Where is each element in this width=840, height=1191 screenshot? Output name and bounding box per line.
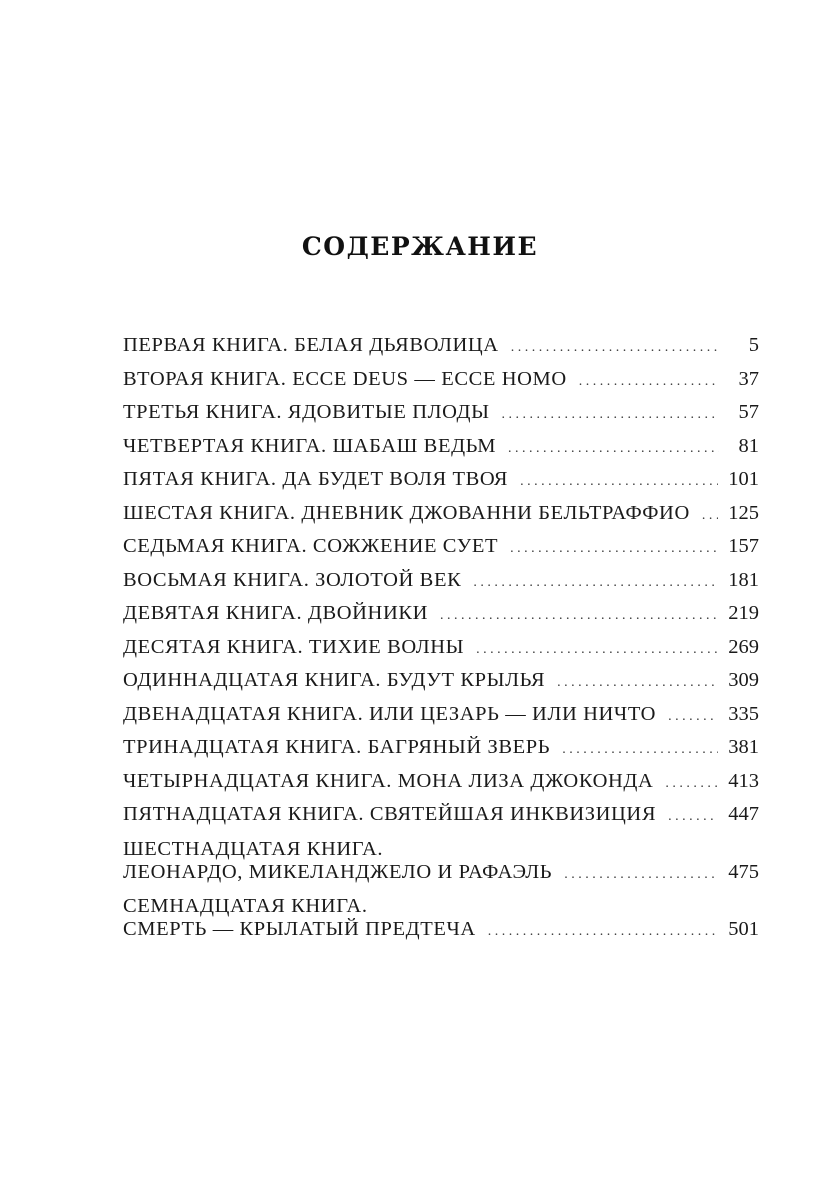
- toc-entry-title: ЧЕТВЕРТАЯ КНИГА. ШАБАШ ВЕДЬМ: [123, 434, 497, 457]
- toc-entry-row: [123, 401, 759, 423]
- toc-entry[interactable]: [123, 468, 759, 490]
- toc-entry-row: [123, 703, 759, 725]
- toc-page-number: 181: [728, 568, 759, 591]
- toc-entry-row: [123, 602, 759, 624]
- toc-entry-title: ЛЕОНАРДО, МИКЕЛАНДЖЕЛО И РАФАЭЛЬ: [123, 860, 553, 883]
- toc-entry-title: ПЯТНАДЦАТАЯ КНИГА. СВЯТЕЙШАЯ ИНКВИЗИЦИЯ: [123, 803, 657, 825]
- toc-entry-title: СМЕРТЬ — КРЫЛАТЫЙ ПРЕДТЕЧА: [123, 918, 476, 940]
- toc-entry-title: ТРИНАДЦАТАЯ КНИГА. БАГРЯНЫЙ ЗВЕРЬ: [123, 736, 551, 758]
- toc-page-number: 219: [728, 602, 759, 624]
- toc-entry-row: [123, 770, 759, 792]
- toc-entry-row: [123, 669, 759, 691]
- toc-entry[interactable]: [123, 368, 759, 390]
- toc-entry[interactable]: [123, 334, 759, 356]
- dot-leader: [562, 739, 718, 761]
- toc-page-number: 309: [728, 669, 759, 691]
- toc-page-number: 335: [728, 702, 759, 725]
- toc-entry-row: [123, 569, 759, 591]
- dot-leader: [665, 773, 718, 795]
- toc-page-number: 157: [728, 535, 759, 557]
- toc-page-number: 475: [728, 860, 759, 883]
- toc-entry[interactable]: [123, 736, 759, 758]
- dot-leader: [510, 538, 718, 560]
- toc-entry[interactable]: [123, 770, 759, 792]
- toc-entry-row: [123, 535, 759, 557]
- toc-entry[interactable]: [123, 703, 759, 725]
- toc-page-number: 5: [748, 334, 759, 356]
- toc-entry-row: [123, 368, 759, 390]
- dot-leader: [668, 806, 718, 828]
- toc-entry-title-line: СЕМНАДЦАТАЯ КНИГА.: [123, 895, 368, 917]
- toc-entry[interactable]: [123, 602, 759, 624]
- dot-leader: [702, 505, 718, 527]
- toc-entry-title-line: ШЕСТНАДЦАТАЯ КНИГА.: [123, 837, 384, 860]
- toc-entry[interactable]: [123, 535, 759, 557]
- toc-entry-row: [123, 918, 759, 940]
- toc-entry-row: [123, 803, 759, 825]
- toc-entry-row: [123, 502, 759, 524]
- toc-entry-title: ЧЕТЫРНАДЦАТАЯ КНИГА. МОНА ЛИЗА ДЖОКОНДА: [123, 769, 654, 792]
- toc-entry-title: ВОСЬМАЯ КНИГА. ЗОЛОТОЙ ВЕК: [123, 568, 462, 591]
- toc-page-number: 269: [728, 635, 759, 658]
- toc-entry-row: [123, 468, 759, 490]
- toc-entry-title: ВТОРАЯ КНИГА. ECCE DEUS — ECCE HOMO: [123, 367, 567, 390]
- toc-entry-title: ДВЕНАДЦАТАЯ КНИГА. ИЛИ ЦЕЗАРЬ — ИЛИ НИЧТО: [123, 702, 657, 725]
- toc-entry-title: ПЯТАЯ КНИГА. ДА БУДЕТ ВОЛЯ ТВОЯ: [123, 468, 509, 490]
- toc-entry[interactable]: [123, 636, 759, 658]
- toc-entry-title: ТРЕТЬЯ КНИГА. ЯДОВИТЫЕ ПЛОДЫ: [123, 401, 490, 423]
- toc-entry-title: ДЕВЯТАЯ КНИГА. ДВОЙНИКИ: [123, 602, 429, 624]
- toc-page-number: 413: [728, 769, 759, 792]
- dot-leader: [502, 404, 719, 426]
- toc-entry-row: [123, 334, 759, 356]
- toc-entry[interactable]: [123, 803, 759, 825]
- toc-entry-row: [123, 736, 759, 758]
- toc-entry-row: [123, 636, 759, 658]
- toc-page-number: 501: [728, 918, 759, 940]
- toc-page-number: 381: [728, 736, 759, 758]
- toc-entry-title: ШЕСТАЯ КНИГА. ДНЕВНИК ДЖОВАННИ БЕЛЬТРАФФИО: [123, 501, 690, 524]
- toc-entry[interactable]: [123, 669, 759, 691]
- dot-leader: [579, 371, 719, 393]
- dot-leader: [476, 639, 718, 661]
- toc-entry[interactable]: [123, 401, 759, 423]
- toc-page-number: 37: [738, 367, 759, 390]
- dot-leader: [440, 605, 718, 627]
- toc-entry-title: ОДИННАДЦАТАЯ КНИГА. БУДУТ КРЫЛЬЯ: [123, 669, 546, 691]
- dot-leader: [668, 706, 718, 728]
- toc-page-number: 57: [738, 401, 759, 423]
- dot-leader: [520, 471, 718, 493]
- toc-entry-row: [123, 435, 759, 457]
- toc-entry-title: СЕДЬМАЯ КНИГА. СОЖЖЕНИЕ СУЕТ: [123, 535, 499, 557]
- dot-leader: [488, 921, 718, 943]
- toc-entry[interactable]: [123, 837, 759, 883]
- toc-page-number: 125: [728, 501, 759, 524]
- toc-page-number: 81: [738, 434, 759, 457]
- dot-leader: [473, 572, 718, 594]
- toc-entry[interactable]: [123, 502, 759, 524]
- toc-entry-title: ДЕСЯТАЯ КНИГА. ТИХИЕ ВОЛНЫ: [123, 635, 465, 658]
- dot-leader: [508, 438, 719, 460]
- toc-entry[interactable]: [123, 569, 759, 591]
- dot-leader: [557, 672, 718, 694]
- page-title: СОДЕРЖАНИЕ: [301, 232, 539, 261]
- toc-entry[interactable]: [123, 894, 759, 940]
- toc-page-number: 101: [728, 468, 759, 490]
- toc-entry-title: ПЕРВАЯ КНИГА. БЕЛАЯ ДЬЯВОЛИЦА: [123, 334, 499, 356]
- toc-entry[interactable]: [123, 435, 759, 457]
- toc-page-number: 447: [728, 803, 759, 825]
- table-of-contents: [123, 334, 759, 952]
- dot-leader: [511, 337, 719, 359]
- toc-entry-row: [123, 861, 759, 883]
- dot-leader: [564, 864, 718, 886]
